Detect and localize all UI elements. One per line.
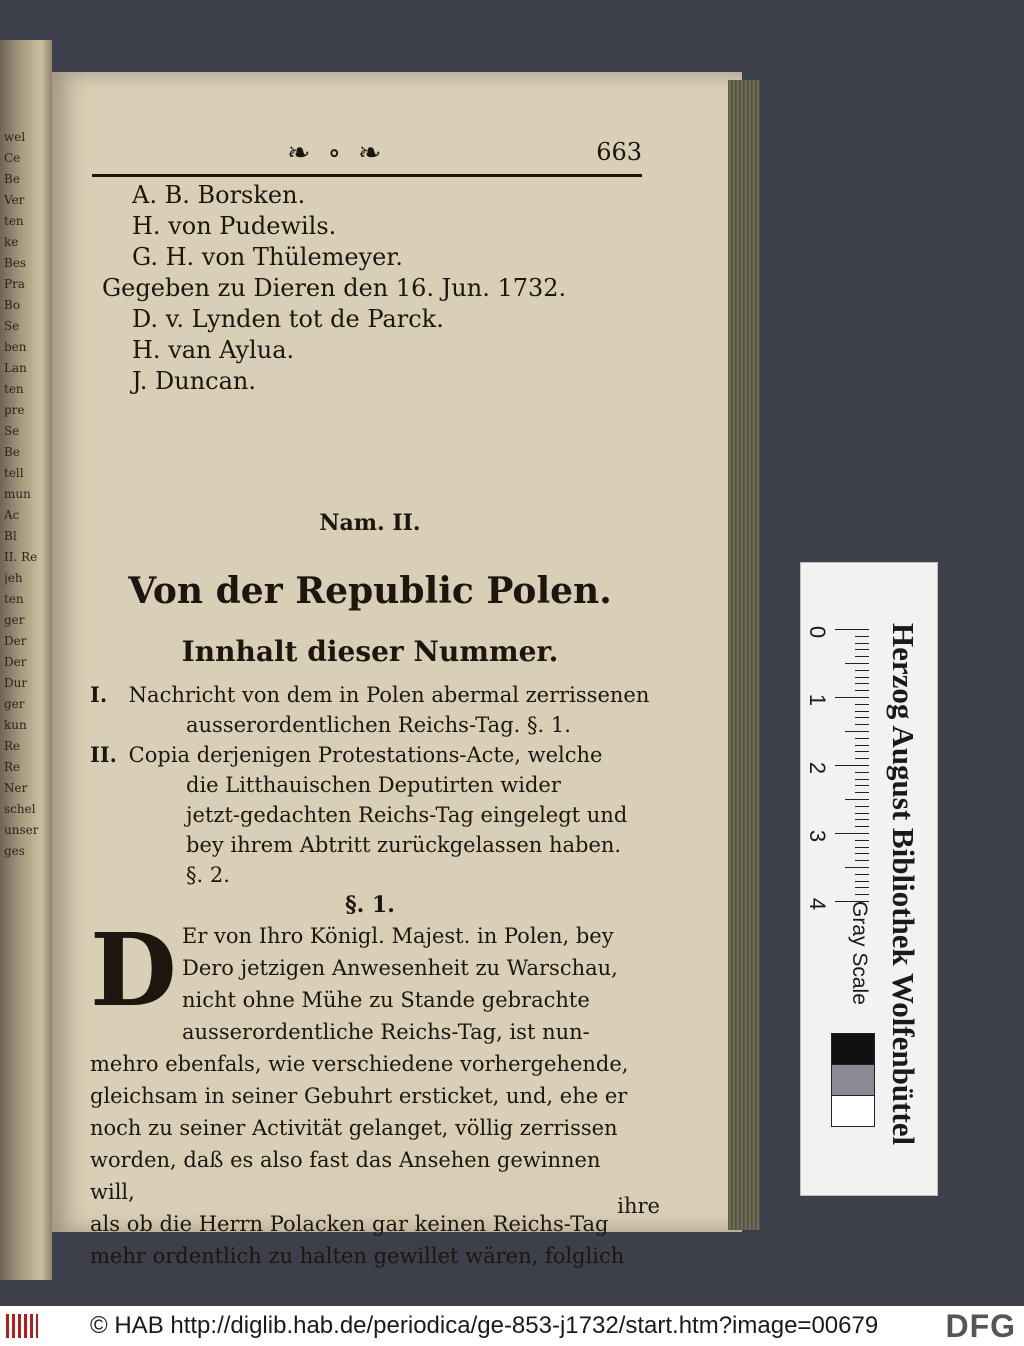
ruler-number: 4: [805, 897, 831, 911]
ruler-tick: [855, 860, 869, 861]
margin-fragment: Re: [4, 760, 21, 774]
margin-fragment: tell: [4, 466, 24, 480]
paragraph-line: mehro ebenfals, wie verschiedene vorhergehende,: [90, 1052, 629, 1076]
signatory-line: H. van Aylua.: [132, 336, 295, 364]
margin-fragment: Bes: [4, 256, 27, 270]
paragraph-line: nicht ohne Mühe zu Stande gebrachte: [182, 988, 590, 1012]
contents-list: [90, 680, 650, 890]
gray-swatch: [831, 1033, 875, 1065]
ruler-tick: [845, 663, 869, 664]
book-page: [52, 72, 742, 1268]
margin-fragment: Be: [4, 445, 20, 459]
margin-fragment: ger: [4, 697, 25, 711]
signatories-first: [90, 180, 650, 273]
scale-card: [800, 562, 938, 1196]
footer-bar: [0, 1306, 1024, 1346]
margin-fragment: ben: [4, 340, 27, 354]
paragraph-line: ausserordentliche Reichs-Tag, ist nun-: [182, 1020, 590, 1044]
drop-cap-initial: D: [90, 911, 177, 1029]
given-line: Gegeben zu Dieren den 16. Jun. 1732.: [102, 274, 567, 302]
ruler-tick: [855, 894, 869, 895]
contents-line: I. Nachricht von dem in Polen abermal zerrissenen: [90, 680, 650, 710]
margin-fragment: Be: [4, 172, 20, 186]
signatory-line: H. von Pudewils.: [132, 212, 337, 240]
page-stack-edge: [728, 80, 760, 1230]
ruler-tick: [855, 643, 869, 644]
number-label: Nam. II.: [319, 510, 421, 536]
page-number: 663: [596, 138, 642, 166]
margin-fragment: Se: [4, 319, 20, 333]
ruler-tick: [855, 636, 869, 637]
ruler-tick: [855, 711, 869, 712]
margin-fragment: Pra: [4, 277, 25, 291]
ruler-tick: [855, 806, 869, 807]
margin-fragment: Lan: [4, 361, 27, 375]
ruler-tick: [855, 826, 869, 827]
contents-line: §. 2.: [186, 863, 230, 887]
ruler-tick: [855, 779, 869, 780]
contents-numeral: II.: [90, 742, 117, 767]
hab-logo-icon: [6, 1314, 38, 1338]
margin-fragment: ten: [4, 592, 24, 606]
contents-line: jetzt-gedachten Reichs-Tag eingelegt und: [186, 803, 628, 827]
margin-fragment: Ver: [4, 193, 25, 207]
contents-heading: Innhalt dieser Nummer.: [181, 635, 559, 668]
paragraph-line: Dero jetzigen Anwesenheit zu Warschau,: [182, 956, 618, 980]
ruler-tick: [835, 697, 869, 698]
ruler-tick: [855, 881, 869, 882]
ruler-tick: [835, 629, 869, 630]
paragraph-line: Er von Ihro Königl. Majest. in Polen, bey: [182, 924, 614, 948]
margin-fragment: Ac: [4, 508, 20, 522]
ruler-tick: [855, 874, 869, 875]
ruler-tick: [845, 731, 869, 732]
ruler-tick: [855, 887, 869, 888]
ruler-tick: [855, 758, 869, 759]
margin-fragment: ten: [4, 214, 24, 228]
ruler-tick: [845, 799, 869, 800]
ruler-tick: [855, 649, 869, 650]
ruler-number: 3: [805, 829, 831, 843]
ruler-tick: [835, 765, 869, 766]
ruler-tick: [855, 677, 869, 678]
paragraph-line: noch zu seiner Activität gelanget, völlig zerrissen: [90, 1116, 618, 1140]
ruler-tick: [855, 724, 869, 725]
ruler-tick: [835, 833, 869, 834]
margin-fragment: Se: [4, 424, 20, 438]
paragraph-line: gleichsam in seiner Gebuhrt ersticket, und, ehe er: [90, 1084, 628, 1108]
facing-page-edge: [0, 40, 52, 1280]
paragraph-line: mehr ordentlich zu halten gewillet wären, folglich: [90, 1244, 625, 1268]
contents-numeral: I.: [90, 682, 108, 707]
facing-page-text-fragments: [4, 130, 48, 865]
margin-fragment: Der: [4, 655, 27, 669]
ruler-tick: [855, 847, 869, 848]
margin-fragment: Dur: [4, 676, 28, 690]
margin-fragment: wel: [4, 130, 26, 144]
dfg-logo: DFG: [945, 1308, 1016, 1344]
ruler-number: 2: [805, 761, 831, 775]
margin-fragment: pre: [4, 403, 25, 417]
signatories-second: [90, 304, 650, 397]
ruler-tick: [855, 717, 869, 718]
contents-line: bey ihrem Abtritt zurückgelassen haben.: [186, 833, 622, 857]
page-body: [90, 180, 660, 1268]
contents-line: II. Copia derjenigen Protestations-Acte, welche: [90, 740, 650, 770]
margin-fragment: ges: [4, 844, 25, 858]
section-heading: Von der Republic Polen.: [128, 570, 612, 612]
signatory-line: D. v. Lynden tot de Parck.: [132, 305, 444, 333]
margin-fragment: Re: [4, 739, 21, 753]
margin-fragment: Ce: [4, 151, 21, 165]
ruler-tick: [855, 813, 869, 814]
contents-line: ausserordentlichen Reichs-Tag. §. 1.: [186, 713, 571, 737]
ruler-tick: [855, 772, 869, 773]
ruler-tick: [855, 683, 869, 684]
margin-fragment: Der: [4, 634, 27, 648]
margin-fragment: Ner: [4, 781, 28, 795]
header-ornament: ❧ ∘ ❧: [287, 136, 386, 169]
margin-fragment: ger: [4, 613, 25, 627]
ruler-tick: [855, 738, 869, 739]
ruler-tick: [855, 792, 869, 793]
signatory-line: J. Duncan.: [132, 367, 257, 395]
catchword: ihre: [617, 1194, 660, 1218]
signatory-line: A. B. Borsken.: [132, 181, 306, 209]
ruler-tick: [845, 867, 869, 868]
ruler-tick: [855, 745, 869, 746]
margin-fragment: II. Re: [4, 550, 38, 564]
ruler-tick: [855, 819, 869, 820]
ruler-tick: [855, 785, 869, 786]
ruler-tick: [855, 670, 869, 671]
header-rule: [92, 174, 642, 177]
ruler-tick: [855, 751, 869, 752]
ruler-tick: [855, 656, 869, 657]
margin-fragment: Bl: [4, 529, 17, 543]
ruler-tick: [855, 853, 869, 854]
library-name: Herzog August Bibliothek Wolfenbüttel: [886, 623, 921, 1146]
copyright-link[interactable]: © HAB http://diglib.hab.de/periodica/ge-853-j1732/start.htm?image=00679: [90, 1312, 879, 1339]
paragraph-section-mark: §. 1.: [345, 892, 395, 918]
ruler-tick: [855, 690, 869, 691]
margin-fragment: ke: [4, 235, 19, 249]
paragraph-line: worden, daß es also fast das Ansehen gewinnen will,: [90, 1148, 601, 1204]
gray-swatch: [831, 1095, 875, 1127]
body-paragraph-block: [90, 911, 650, 1272]
gray-swatch: [831, 1064, 875, 1096]
ruler-number: 1: [805, 693, 831, 707]
gray-scale-label: Gray Scale: [848, 901, 871, 1005]
paragraph-line: als ob die Herrn Polacken gar keinen Reichs-Tag: [90, 1212, 609, 1236]
signatory-line: G. H. von Thülemeyer.: [132, 243, 403, 271]
margin-fragment: schel: [4, 802, 36, 816]
margin-fragment: ten: [4, 382, 24, 396]
contents-line: die Litthauischen Deputirten wider: [186, 773, 561, 797]
margin-fragment: jeh: [4, 571, 23, 585]
margin-fragment: kun: [4, 718, 27, 732]
margin-fragment: Bo: [4, 298, 21, 312]
margin-fragment: mun: [4, 487, 31, 501]
ruler-tick: [855, 840, 869, 841]
margin-fragment: unser: [4, 823, 39, 837]
page-header: [92, 134, 642, 174]
ruler-number: 0: [805, 625, 831, 639]
ruler-tick: [855, 704, 869, 705]
